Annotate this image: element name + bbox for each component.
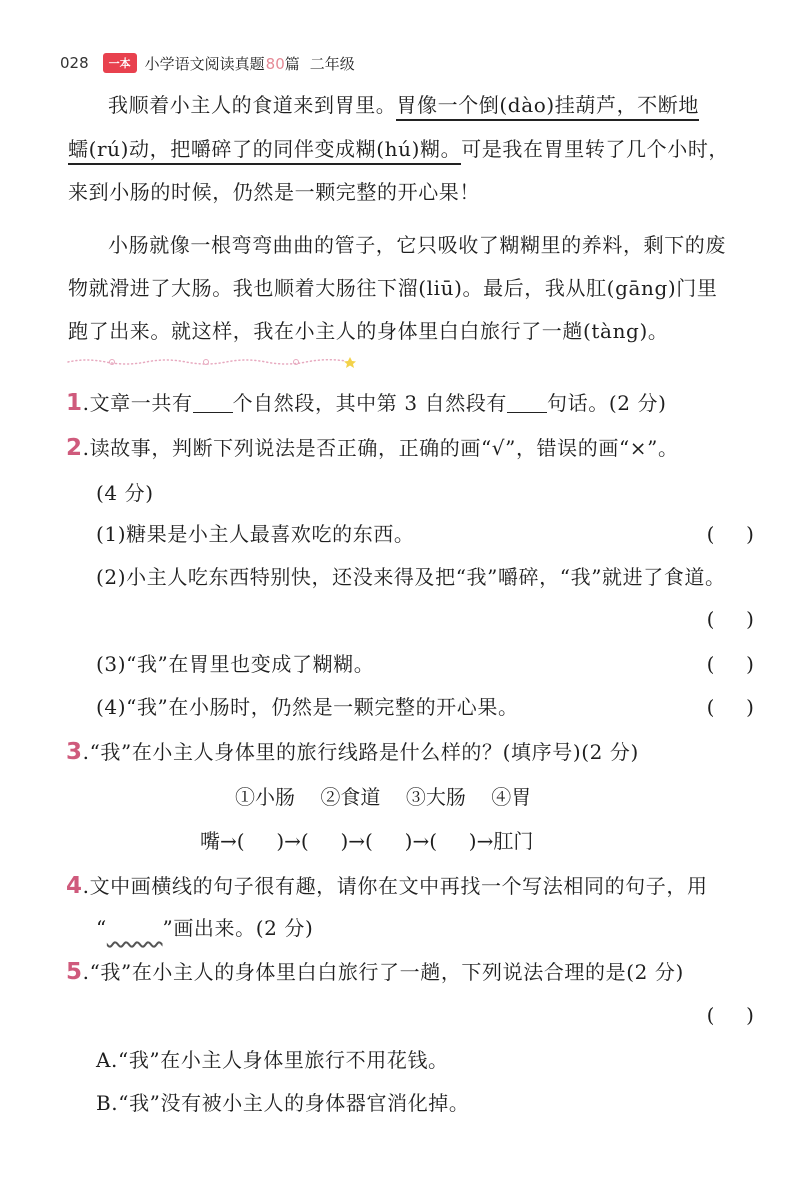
question-1 <box>66 388 667 418</box>
question-2 <box>66 433 679 463</box>
question-text: 个自然段，其中第 3 自然段有 <box>232 391 508 415</box>
question-number: 4 <box>66 873 83 899</box>
series-title <box>145 53 300 74</box>
question-text: .读故事，判断下列说法是否正确，正确的画“√”，错误的画“×”。 <box>82 436 679 460</box>
passage-line <box>108 90 699 120</box>
underlined-sentence: 蠕(rú)动，把嚼碎了的同伴变成糊(hú)糊。 <box>68 137 461 165</box>
answer-parentheses[interactable]: ( ) <box>706 607 754 631</box>
passage-text: 可是我在胃里转了几个小时， <box>461 137 730 161</box>
question-score: (4 分) <box>96 481 154 505</box>
question-4-line2 <box>96 913 313 943</box>
wavy-line-sample <box>107 916 163 940</box>
question-text: .“我”在小主人的身体里白白旅行了一趟，下列说法合理的是(2 分) <box>82 960 684 984</box>
series-unit: 篇 <box>284 54 300 73</box>
option-list: ①小肠 ②食道 ③大肠 ④胃 <box>235 785 532 809</box>
question-text: .“我”在小主人身体里的旅行线路是什么样的？(填序号)(2 分) <box>82 740 639 764</box>
passage-text: 我顺着小主人的食道来到胃里。 <box>108 93 397 117</box>
question-number: 2 <box>66 435 83 461</box>
answer-parentheses[interactable]: ( ) <box>706 1003 754 1027</box>
passage-line: 小肠就像一根弯弯曲曲的管子，它只吸收了糊糊里的养料，剩下的废 <box>108 233 726 257</box>
question-text: .文中画横线的句子很有趣，请你在文中再找一个写法相同的句子，用 <box>82 874 708 898</box>
question-4 <box>66 871 708 901</box>
quote-open: “ <box>96 916 107 940</box>
judgment-item: (3)“我”在胃里也变成了糊糊。 <box>96 652 375 676</box>
passage-line: 跑了出来。就这样，我在小主人的身体里白白旅行了一趟(tàng)。 <box>68 319 669 343</box>
decorative-divider <box>66 356 356 368</box>
judgment-item: (1)糖果是小主人最喜欢吃的东西。 <box>96 522 415 546</box>
brand-badge: 一本 <box>103 53 137 73</box>
route-fill-in[interactable]: 嘴→( )→( )→( )→( )→肛门 <box>200 829 534 853</box>
page-header <box>60 52 355 74</box>
grade-label: 二年级 <box>309 54 355 73</box>
underlined-sentence: 胃像一个倒(dào)挂葫芦，不断地 <box>396 93 699 121</box>
judgment-item: (2)小主人吃东西特别快，还没来得及把“我”嚼碎，“我”就进了食道。 <box>96 565 726 589</box>
series-title-text: 小学语文阅读真题 <box>144 54 265 73</box>
question-number: 3 <box>66 739 83 765</box>
question-5 <box>66 957 684 987</box>
question-3 <box>66 737 639 767</box>
answer-parentheses[interactable]: ( ) <box>706 695 754 719</box>
answer-blank[interactable] <box>507 392 547 413</box>
passage-line: 物就滑进了大肠。我也顺着大肠往下溜(liū)。最后，我从肛(gāng)门里 <box>68 276 718 300</box>
page-number: 028 <box>60 54 89 72</box>
question-text: 句话。(2 分) <box>547 391 667 415</box>
question-number: 1 <box>66 390 83 416</box>
series-count: 80 <box>265 54 285 73</box>
answer-parentheses[interactable]: ( ) <box>706 522 754 546</box>
passage-line <box>68 134 729 164</box>
question-text: .文章一共有 <box>82 391 193 415</box>
passage-line: 来到小肠的时候，仍然是一颗完整的开心果！ <box>68 180 480 204</box>
answer-parentheses[interactable]: ( ) <box>706 652 754 676</box>
choice-option-b[interactable]: B.“我”没有被小主人的身体器官消化掉。 <box>96 1091 470 1115</box>
question-text: ”画出来。(2 分) <box>162 916 314 940</box>
answer-blank[interactable] <box>193 392 233 413</box>
choice-option-a[interactable]: A.“我”在小主人身体里旅行不用花钱。 <box>96 1048 449 1072</box>
question-number: 5 <box>66 959 83 985</box>
judgment-item: (4)“我”在小肠时，仍然是一颗完整的开心果。 <box>96 695 519 719</box>
star-icon <box>344 357 356 368</box>
